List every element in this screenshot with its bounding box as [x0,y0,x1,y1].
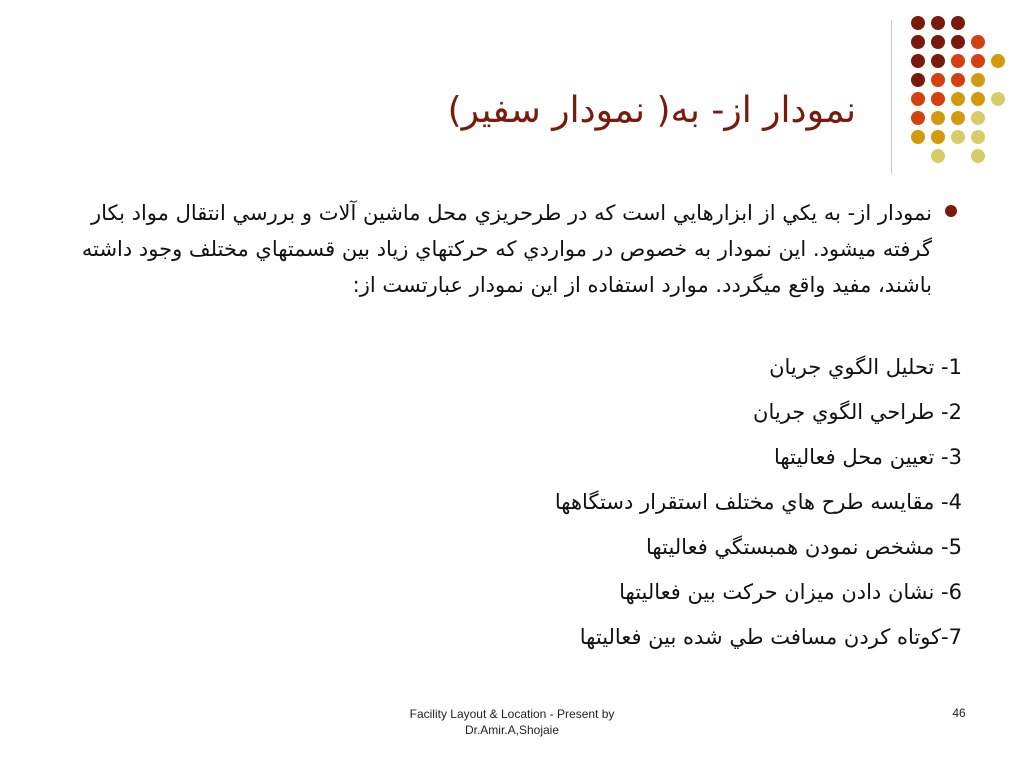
title-divider-line [891,20,892,174]
list-item: 7-کوتاه کردن مسافت طي شده بين فعاليتها [579,625,962,649]
list-item: 6- نشان دادن ميزان حرکت بين فعاليتها [619,580,962,604]
decorative-dot [931,92,945,106]
decorative-dot [911,92,925,106]
decorative-dot [971,54,985,68]
decorative-dot [931,16,945,30]
decorative-dot [991,54,1005,68]
footer-line-1: Facility Layout & Location - Present by [409,707,615,721]
decorative-dot [971,111,985,125]
decorative-dot [991,92,1005,106]
decorative-dot [971,73,985,87]
slide-title: نمودار از- به( نمودار سفیر) [447,90,856,131]
decorative-dot [931,149,945,163]
decorative-dot [951,35,965,49]
decorative-dot [911,54,925,68]
decorative-dot [971,92,985,106]
list-item: 1- تحليل الگوي جريان [769,355,962,379]
decorative-dot [931,54,945,68]
list-item: 3- تعيين محل فعاليتها [773,445,962,469]
bullet-icon [945,205,957,217]
list-item: 4- مقايسه طرح هاي مختلف استقرار دستگاهها [554,490,962,514]
decorative-dot [971,149,985,163]
decorative-dot [951,16,965,30]
decorative-dot [911,73,925,87]
intro-paragraph: نمودار از- به يکي از ابزارهايي است که در طرحريزي محل ماشين آلات و بررسي انتقال مواد بکار گرفته ميشود. اين نمودار به خصوص در مواردي که حرکتهاي زياد بين قسمتهاي مختلف وجود داشته باشند، مفيد واقع ميگردد. موارد استفاده از اين نمودار عبارتست از: [81,201,932,297]
decorative-dot [951,73,965,87]
decorative-dot [911,16,925,30]
footer-line-2: Dr.Amir.A,Shojaie [464,723,560,737]
decorative-dot [971,130,985,144]
decorative-dot [951,130,965,144]
list-item: 5- مشخص نمودن همبستگي فعاليتها [646,535,962,559]
decorative-dot [971,35,985,49]
decorative-dot [911,130,925,144]
decorative-dot [951,111,965,125]
decorative-dot [931,130,945,144]
decorative-dot [931,111,945,125]
footer-caption [372,706,652,738]
decorative-dot [911,35,925,49]
decorative-dot [911,111,925,125]
page-number: 46 [952,706,966,720]
decorative-dot [931,35,945,49]
decorative-dot [951,92,965,106]
decorative-dot [931,73,945,87]
list-item: 2- طراحي الگوي جريان [753,400,962,424]
usage-list [62,345,962,660]
decorative-dot [951,54,965,68]
